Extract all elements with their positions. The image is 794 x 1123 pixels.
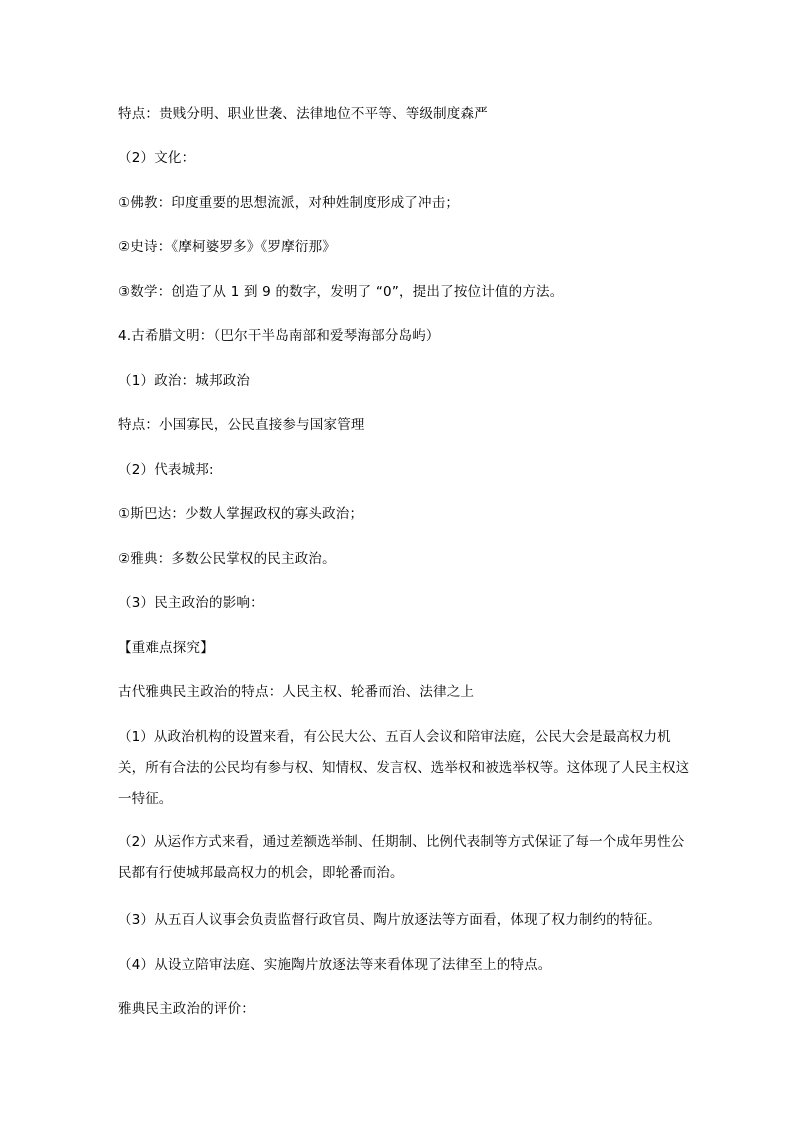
paragraph-mathematics: ③数学：创造了从 1 到 9 的数字，发明了 “0”，提出了按位计值的方法。: [118, 284, 564, 300]
paragraph-politics-city-state: （1）政治：城邦政治: [118, 373, 251, 389]
paragraph-point-3: （3）从五百人议事会负责监督行政官员、陶片放逐法等方面看，体现了权力制约的特征。: [118, 912, 662, 928]
paragraph-city-state-features: 特点：小国寡民，公民直接参与国家管理: [118, 417, 365, 433]
paragraph-athenian-democracy-features: 古代雅典民主政治的特点：人民主权、轮番而治、法律之上: [118, 684, 475, 700]
paragraph-caste-features: 特点：贵贱分明、职业世袭、法律地位不平等、等级制度森严: [118, 106, 488, 122]
paragraph-point-4: （4）从设立陪审法庭、实施陶片放逐法等来看体现了法律至上的特点。: [118, 957, 552, 973]
section-heading-key-points: 【重难点探究】: [118, 640, 214, 656]
paragraph-representative-city-states: （2）代表城邦:: [118, 462, 214, 478]
paragraph-evaluation-heading: 雅典民主政治的评价：: [118, 1001, 255, 1017]
paragraph-buddhism: ①佛教：印度重要的思想流派，对种姓制度形成了冲击；: [118, 195, 460, 211]
paragraph-athens: ②雅典：多数公民掌权的民主政治。: [118, 551, 336, 567]
paragraph-point-2: （2）从运作方式来看，通过差额选举制、任期制、比例代表制等方式保证了每一个成年男性公民都有行使城邦最高权力的机会，即轮番而治。: [118, 834, 685, 881]
paragraph-culture-heading: （2）文化：: [118, 150, 196, 166]
paragraph-epics: ②史诗：《摩柯婆罗多》《罗摩衍那》: [118, 239, 337, 255]
section-heading-ancient-greece: 4.古希腊文明：（巴尔干半岛南部和爱琴海部分岛屿）: [118, 328, 440, 344]
paragraph-sparta: ①斯巴达：少数人掌握政权的寡头政治；: [118, 506, 364, 522]
paragraph-point-1: （1）从政治机构的设置来看，有公民大公、五百人会议和陪审法庭，公民大会是最高权力机关，所有合法的公民均有参与权、知情权、发言权、选举权和被选举权等。这体现了人民主权这一特征。: [118, 729, 690, 807]
paragraph-democracy-influence: （3）民主政治的影响：: [118, 595, 264, 611]
